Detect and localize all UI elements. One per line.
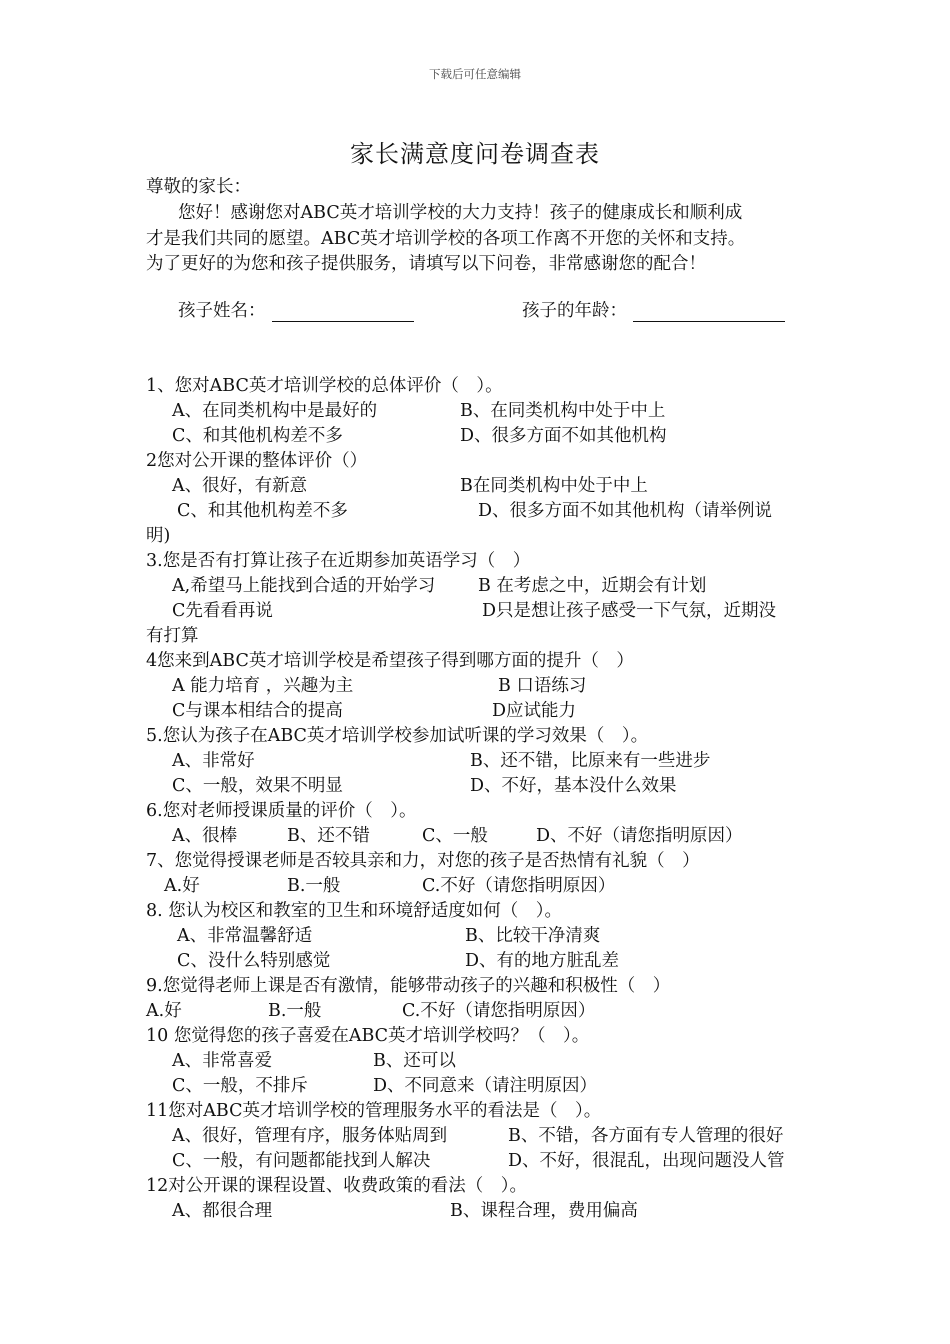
q1-option-a[interactable]: A、在同类机构中是最好的 (172, 401, 378, 421)
question-11: 11您对ABC英才培训学校的管理服务水平的看法是（ ）。 (146, 1101, 602, 1121)
q5-option-a[interactable]: A、非常好 (172, 751, 255, 771)
q2-option-b[interactable]: B在同类机构中处于中上 (460, 476, 648, 496)
q12-option-a[interactable]: A、都很合理 (172, 1201, 273, 1221)
q7-option-a[interactable]: A.好 (164, 876, 200, 896)
q3-option-d[interactable]: D只是想让孩子感受一下气氛，近期没 (482, 601, 777, 621)
intro-line-2: 才是我们共同的愿望。ABC英才培训学校的各项工作离不开您的关怀和支持。 (146, 229, 746, 249)
question-8: 8. 您认为校区和教室的卫生和环境舒适度如何（ ）。 (146, 901, 563, 921)
question-12: 12对公开课的课程设置、收费政策的看法（ ）。 (146, 1176, 528, 1196)
q9-option-a[interactable]: A.好 (146, 1001, 182, 1021)
q1-option-c[interactable]: C、和其他机构差不多 (172, 426, 343, 446)
q3-option-a[interactable]: A,希望马上能找到合适的开始学习 (172, 576, 436, 596)
child-age-field[interactable] (522, 300, 785, 322)
question-3: 3.您是否有打算让孩子在近期参加英语学习（ ） (146, 551, 531, 571)
q10-option-c[interactable]: C、一般，不排斥 (172, 1076, 308, 1096)
q1-option-d[interactable]: D、很多方面不如其他机构 (460, 426, 667, 446)
question-1: 1、您对ABC英才培训学校的总体评价（ ）。 (146, 376, 503, 396)
q2-option-d-cont: 明) (146, 526, 171, 546)
question-9: 9.您觉得老师上课是否有激情，能够带动孩子的兴趣和积极性（ ） (146, 976, 671, 996)
q5-option-d[interactable]: D、不好，基本没什么效果 (470, 776, 677, 796)
q8-option-b[interactable]: B、比较干净清爽 (465, 926, 601, 946)
intro-line-1: 您好！感谢您对ABC英才培训学校的大力支持！孩子的健康成长和顺利成 (178, 203, 743, 223)
question-2: 2您对公开课的整体评价（） (146, 451, 368, 471)
q2-option-c[interactable]: C、和其他机构差不多 (177, 501, 348, 521)
q5-option-b[interactable]: B、还不错，比原来有一些进步 (470, 751, 711, 771)
q11-option-a[interactable]: A、很好，管理有序，服务体贴周到 (172, 1126, 448, 1146)
q10-option-a[interactable]: A、非常喜爱 (172, 1051, 273, 1071)
q6-option-d[interactable]: D、不好（请您指明原因） (536, 826, 743, 846)
q8-option-c[interactable]: C、没什么特别感觉 (177, 951, 331, 971)
q3-option-b[interactable]: B 在考虑之中，近期会有计划 (478, 576, 707, 596)
header-note: 下载后可任意编辑 (429, 67, 521, 81)
child-name-label: 孩子姓名： (178, 301, 266, 321)
q4-option-c[interactable]: C与课本相结合的提高 (172, 701, 343, 721)
page-title: 家长满意度问卷调查表 (350, 140, 600, 168)
q11-option-c[interactable]: C、一般，有问题都能找到人解决 (172, 1151, 431, 1171)
q4-option-d[interactable]: D应试能力 (492, 701, 577, 721)
q6-option-a[interactable]: A、很棒 (172, 826, 238, 846)
q8-option-d[interactable]: D、有的地方脏乱差 (465, 951, 620, 971)
q11-option-d[interactable]: D、不好，很混乱，出现问题没人管 (508, 1151, 785, 1171)
q1-option-b[interactable]: B、在同类机构中处于中上 (460, 401, 666, 421)
question-6: 6.您对老师授课质量的评价（ ）。 (146, 801, 417, 821)
q4-option-a[interactable]: A 能力培育 ，兴趣为主 (172, 676, 354, 696)
q9-option-c[interactable]: C.不好（请您指明原因） (402, 1001, 596, 1021)
q5-option-c[interactable]: C、一般，效果不明显 (172, 776, 343, 796)
q4-option-b[interactable]: B 口语练习 (498, 676, 587, 696)
question-4: 4您来到ABC英才培训学校是希望孩子得到哪方面的提升（ ） (146, 651, 634, 671)
q8-option-a[interactable]: A、非常温馨舒适 (177, 926, 313, 946)
q11-option-b[interactable]: B、不错，各方面有专人管理的很好 (508, 1126, 784, 1146)
question-7: 7、您觉得授课老师是否较具亲和力，对您的孩子是否热情有礼貌（ ） (146, 851, 700, 871)
child-age-blank[interactable] (633, 303, 785, 322)
question-10: 10 您觉得您的孩子喜爱在ABC英才培训学校吗？（ ）。 (146, 1026, 590, 1046)
q2-option-d[interactable]: D、很多方面不如其他机构（请举例说 (478, 501, 773, 521)
q7-option-b[interactable]: B.一般 (287, 876, 341, 896)
q6-option-b[interactable]: B、还不错 (287, 826, 370, 846)
intro-line-3: 为了更好的为您和孩子提供服务，请填写以下问卷，非常感谢您的配合！ (146, 254, 706, 274)
q3-option-d-cont: 有打算 (146, 626, 199, 646)
question-5: 5.您认为孩子在ABC英才培训学校参加试听课的学习效果（ ）。 (146, 726, 649, 746)
q2-option-a[interactable]: A、很好，有新意 (172, 476, 308, 496)
q9-option-b[interactable]: B.一般 (268, 1001, 322, 1021)
q10-option-b[interactable]: B、还可以 (373, 1051, 456, 1071)
q6-option-c[interactable]: C、一般 (422, 826, 488, 846)
child-name-field[interactable] (178, 300, 414, 322)
q3-option-c[interactable]: C先看看再说 (172, 601, 273, 621)
child-age-label: 孩子的年龄： (522, 301, 627, 321)
greeting: 尊敬的家长： (146, 177, 251, 197)
q7-option-c[interactable]: C.不好（请您指明原因） (422, 876, 616, 896)
child-name-blank[interactable] (272, 303, 414, 322)
q12-option-b[interactable]: B、课程合理，费用偏高 (450, 1201, 638, 1221)
q10-option-d[interactable]: D、不同意来（请注明原因） (373, 1076, 598, 1096)
